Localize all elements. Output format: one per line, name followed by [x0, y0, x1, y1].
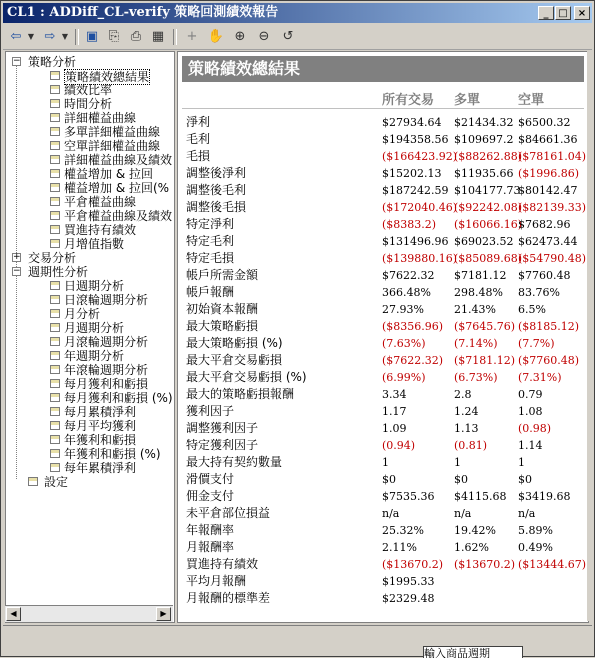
report-page-icon [50, 323, 60, 332]
value-short: ($7760.48) [518, 354, 580, 367]
value-short: n/a [518, 507, 536, 520]
metric-label: 年報酬率 [186, 523, 235, 537]
tree-item[interactable] [6, 419, 174, 433]
settings-report-icon [28, 477, 38, 486]
tree-item[interactable] [6, 405, 174, 419]
metric-label: 調整獲利因子 [186, 421, 259, 435]
tree-item[interactable] [6, 97, 174, 111]
tree-item-label: 績效比率 [64, 83, 113, 97]
value-long: 2.8 [454, 388, 472, 401]
report-title: 策略績效總結果 [182, 56, 584, 82]
report-row [178, 471, 588, 488]
tree-item[interactable] [6, 69, 174, 83]
value-all-trades: $15202.13 [382, 167, 442, 180]
report-page-icon [50, 183, 60, 192]
tree-item-label: 年滾輪週期分析 [64, 363, 149, 377]
window-title: CL1 : ADDiff_CL-verify 策略回測績效報告 [7, 5, 279, 20]
value-long: ($7181.12) [454, 354, 516, 367]
report-row [178, 522, 588, 539]
value-all-trades: $2329.48 [382, 592, 435, 605]
tree-item-label: 每年累積淨利 [64, 461, 137, 475]
report-page-icon [50, 99, 60, 108]
metric-label: 獲利因子 [186, 404, 235, 418]
tree-item[interactable] [6, 461, 174, 475]
report-row [178, 114, 588, 131]
value-short: 0.79 [518, 388, 543, 401]
collapse-icon[interactable]: − [13, 266, 21, 276]
value-short: 6.5% [518, 303, 546, 316]
crosshair-icon[interactable]: + [186, 29, 198, 44]
forward-icon[interactable]: ⇨ [44, 29, 56, 44]
report-row [178, 233, 588, 250]
report-page-icon [50, 211, 60, 220]
report-panel [177, 51, 589, 623]
back-dropdown-icon[interactable]: ▼ [27, 32, 35, 41]
tree-item-label: 多單詳細權益曲線 [64, 125, 161, 139]
value-long: $11935.66 [454, 167, 514, 180]
report-page-icon [50, 197, 60, 206]
tree-item[interactable] [6, 139, 174, 153]
value-short: $0 [518, 473, 532, 486]
tree-item-label: 詳細權益曲線 [64, 111, 137, 125]
value-long: 1.24 [454, 405, 479, 418]
value-short: (7.31%) [518, 371, 562, 384]
report-row [178, 131, 588, 148]
value-all-trades: ($166423.92) [382, 150, 458, 163]
metric-label: 調整後毛利 [186, 183, 247, 197]
tree-item[interactable] [6, 433, 174, 447]
report-row [178, 335, 588, 352]
column-header-all: 所有交易 [382, 93, 435, 108]
value-short: (0.98) [518, 422, 552, 435]
tree-item[interactable] [6, 167, 174, 181]
value-long: $7181.12 [454, 269, 507, 282]
title-bar[interactable] [3, 3, 592, 23]
report-row [178, 403, 588, 420]
value-long: 1.62% [454, 541, 489, 554]
tree-item[interactable] [6, 321, 174, 335]
value-all-trades: 3.34 [382, 388, 407, 401]
tree-item-label: 月分析 [64, 307, 101, 321]
tree-item-label: 日滾輪週期分析 [64, 293, 149, 307]
report-row [178, 590, 588, 607]
copy-icon[interactable]: ⎘ [108, 29, 120, 44]
maximize-button[interactable]: □ [555, 6, 571, 20]
tree-item-label: 每月獲利和虧損 [64, 377, 149, 391]
tree-item[interactable] [6, 237, 174, 251]
report-page-icon [50, 225, 60, 234]
metric-label: 月報酬率 [186, 540, 235, 554]
report-page-icon [50, 169, 60, 178]
tree-item-label: 日週期分析 [64, 279, 125, 293]
metric-label: 特定毛損 [186, 251, 235, 265]
report-row [178, 505, 588, 522]
value-short: $6500.32 [518, 116, 571, 129]
report-page-icon [50, 85, 60, 94]
metric-label: 滑價支付 [186, 472, 235, 486]
report-row [178, 165, 588, 182]
value-all-trades: (0.94) [382, 439, 416, 452]
value-all-trades: $187242.59 [382, 184, 449, 197]
report-row [178, 182, 588, 199]
tree-item[interactable] [6, 307, 174, 321]
value-long: 19.42% [454, 524, 496, 537]
value-all-trades: n/a [382, 507, 400, 520]
tree-item[interactable] [6, 251, 174, 265]
tree-item-label: 時間分析 [64, 97, 113, 111]
report-row [178, 454, 588, 471]
status-bar [3, 625, 592, 644]
report-row [178, 301, 588, 318]
scroll-left-icon[interactable]: ◀ [6, 607, 21, 621]
report-page-icon [50, 155, 60, 164]
report-row [178, 420, 588, 437]
report-row [178, 216, 588, 233]
metric-label: 最大策略虧損 (%) [186, 336, 283, 350]
tree-item-label: 月滾輪週期分析 [64, 335, 149, 349]
value-short: (7.7%) [518, 337, 555, 350]
tree-item[interactable] [6, 209, 174, 223]
value-all-trades: ($13670.2) [382, 558, 444, 571]
metric-label: 淨利 [186, 115, 211, 129]
metric-label: 最大持有契約數量 [186, 455, 283, 469]
value-long: $21434.32 [454, 116, 514, 129]
metric-label: 帳戶所需金額 [186, 268, 259, 282]
value-all-trades: $7535.36 [382, 490, 435, 503]
metric-label: 毛損 [186, 149, 211, 163]
value-long: 1.13 [454, 422, 479, 435]
value-short: $7760.48 [518, 269, 571, 282]
tree-item-label: 設定 [44, 475, 69, 489]
report-row [178, 437, 588, 454]
tree-item[interactable] [6, 363, 174, 377]
collapse-icon[interactable]: − [13, 56, 21, 66]
tree-item[interactable] [6, 377, 174, 391]
print-icon[interactable]: ⎙ [130, 29, 142, 44]
value-all-trades: $194358.56 [382, 133, 449, 146]
report-row [178, 267, 588, 284]
report-page-icon [50, 393, 60, 402]
value-long: n/a [454, 507, 472, 520]
value-long: 298.48% [454, 286, 503, 299]
value-all-trades: $0 [382, 473, 396, 486]
value-short: ($8185.12) [518, 320, 580, 333]
tree-horizontal-scrollbar[interactable] [5, 605, 173, 622]
report-page-icon [50, 309, 60, 318]
report-page-icon [50, 113, 60, 122]
report-page-icon [50, 351, 60, 360]
value-long: 1 [454, 456, 461, 469]
tree-item[interactable] [6, 349, 174, 363]
close-button[interactable]: × [574, 6, 590, 20]
value-long: $104177.73 [454, 184, 521, 197]
value-short: 1 [518, 456, 525, 469]
value-short: ($13444.67) [518, 558, 587, 571]
report-page-icon [50, 337, 60, 346]
value-all-trades: 25.32% [382, 524, 424, 537]
metric-label: 毛利 [186, 132, 211, 146]
zoom-in-icon[interactable]: ⊕ [234, 29, 246, 44]
tree-item-label: 每月累積淨利 [64, 405, 137, 419]
expand-icon[interactable]: + [13, 252, 21, 262]
column-header-short: 空單 [518, 93, 545, 108]
report-row [178, 386, 588, 403]
tree-item-label: 空單詳細權益曲線 [64, 139, 161, 153]
metric-label: 佣金支付 [186, 489, 235, 503]
metric-label: 最大平倉交易虧損 (%) [186, 370, 307, 384]
metric-label: 特定毛利 [186, 234, 235, 248]
report-page-icon [50, 141, 60, 150]
value-long: $109697.2 [454, 133, 514, 146]
tree-item[interactable] [6, 55, 174, 69]
tree-item-label: 平倉權益曲線及績效 [64, 209, 173, 223]
value-long: ($92242.08) [454, 201, 523, 214]
toolbar [3, 25, 592, 50]
toolbar-separator [173, 29, 177, 45]
value-long: (7.14%) [454, 337, 498, 350]
value-long: ($7645.76) [454, 320, 516, 333]
metric-label: 月報酬的標準差 [186, 591, 271, 605]
value-short: $3419.68 [518, 490, 571, 503]
value-all-trades: 2.11% [382, 541, 417, 554]
tree-item[interactable] [6, 447, 174, 461]
value-all-trades: 27.93% [382, 303, 424, 316]
report-row [178, 148, 588, 165]
report-row [178, 488, 588, 505]
metric-label: 最大平倉交易虧損 [186, 353, 283, 367]
symbol-period-combo-label: 輸入商品週期 [424, 647, 490, 658]
value-short: 1.14 [518, 439, 543, 452]
value-short: 5.89% [518, 524, 553, 537]
report-page-icon [50, 281, 60, 290]
value-short: 83.76% [518, 286, 560, 299]
tree-item-label: 詳細權益曲線及績效 [64, 153, 173, 167]
metric-label: 特定獲利因子 [186, 438, 259, 452]
value-all-trades: (7.63%) [382, 337, 426, 350]
value-short: 0.49% [518, 541, 553, 554]
value-short: ($1996.86) [518, 167, 580, 180]
value-all-trades: ($139880.16) [382, 252, 458, 265]
value-all-trades: ($8356.96) [382, 320, 444, 333]
tree-item[interactable] [6, 195, 174, 209]
value-long: $0 [454, 473, 468, 486]
value-short: ($54790.48) [518, 252, 587, 265]
column-header-long: 多單 [454, 93, 481, 108]
report-page-icon [50, 127, 60, 136]
tree-item[interactable] [6, 475, 174, 489]
navigation-tree[interactable] [5, 51, 175, 623]
report-page-icon [50, 449, 60, 458]
report-page-icon [50, 239, 60, 248]
value-all-trades: $1995.33 [382, 575, 435, 588]
hand-icon[interactable]: ✋ [207, 29, 225, 44]
value-long: 21.43% [454, 303, 496, 316]
tree-item-label: 平倉權益曲線 [64, 195, 137, 209]
tree-item[interactable] [6, 279, 174, 293]
report-row [178, 369, 588, 386]
metric-label: 帳戶報酬 [186, 285, 235, 299]
tree-item[interactable] [6, 153, 174, 167]
report-page-icon [50, 463, 60, 472]
table-icon[interactable]: ▦ [151, 29, 165, 44]
undo-icon[interactable]: ↺ [282, 29, 294, 44]
report-row [178, 556, 588, 573]
value-long: ($88262.88) [454, 150, 523, 163]
value-all-trades: 1.09 [382, 422, 407, 435]
tree-item-label: 每月獲利和虧損 (%) [64, 391, 173, 405]
toolbar-separator [75, 29, 79, 45]
tree-item-label: 策略分析 [28, 55, 77, 69]
tree-item-label: 年獲利和虧損 (%) [64, 447, 161, 461]
report-vertical-scrollbar[interactable] [587, 51, 594, 621]
tree-item[interactable] [6, 265, 174, 279]
save-icon[interactable]: ▣ [85, 29, 99, 44]
tree-item-label: 交易分析 [28, 251, 77, 265]
tree-item-label: 年週期分析 [64, 349, 125, 363]
value-short: 1.08 [518, 405, 543, 418]
tree-item-label: 月週期分析 [64, 321, 125, 335]
report-row [178, 573, 588, 590]
value-all-trades: ($8383.2) [382, 218, 437, 231]
report-row [178, 284, 588, 301]
value-all-trades: 366.48% [382, 286, 431, 299]
tree-item[interactable] [6, 335, 174, 349]
value-all-trades: ($172040.46) [382, 201, 458, 214]
value-long: (0.81) [454, 439, 488, 452]
value-all-trades: $7622.32 [382, 269, 435, 282]
tree-item[interactable] [6, 391, 174, 405]
report-row [178, 199, 588, 216]
tree-item-label: 月增值指數 [64, 237, 125, 251]
report-page-icon [50, 407, 60, 416]
value-short: $84661.36 [518, 133, 578, 146]
metric-label: 調整後毛損 [186, 200, 247, 214]
metric-label: 調整後淨利 [186, 166, 247, 180]
value-long: ($16066.16) [454, 218, 523, 231]
scroll-right-icon[interactable]: ▶ [156, 607, 171, 621]
report-row [178, 539, 588, 556]
tree-item[interactable] [6, 181, 174, 195]
report-row [178, 352, 588, 369]
bottom-toolbar [3, 645, 592, 658]
metric-label: 買進持有績效 [186, 557, 259, 571]
metric-label: 初始資本報酬 [186, 302, 259, 316]
metric-label: 特定淨利 [186, 217, 235, 231]
tree-item[interactable] [6, 223, 174, 237]
value-all-trades: $131496.96 [382, 235, 449, 248]
value-all-trades: 1 [382, 456, 389, 469]
report-row [178, 250, 588, 267]
tree-item-label: 權益增加 & 拉回(% [64, 181, 170, 195]
value-long: $4115.68 [454, 490, 507, 503]
zoom-out-icon[interactable]: ⊖ [258, 29, 270, 44]
value-short: ($82139.33) [518, 201, 587, 214]
value-short: $7682.96 [518, 218, 571, 231]
metric-label: 最大策略虧損 [186, 319, 259, 333]
value-all-trades: (6.99%) [382, 371, 426, 384]
value-long: ($13670.2) [454, 558, 516, 571]
tree-item-label: 權益增加 & 拉回 [64, 167, 153, 181]
tree-item-label: 週期性分析 [28, 265, 89, 279]
value-long: (6.73%) [454, 371, 498, 384]
report-row [178, 318, 588, 335]
minimize-button[interactable]: _ [538, 6, 554, 20]
metric-label: 平均月報酬 [186, 574, 247, 588]
tree-item[interactable] [6, 125, 174, 139]
report-page-icon [50, 295, 60, 304]
value-long: ($85089.68) [454, 252, 523, 265]
report-page-icon [50, 421, 60, 430]
forward-dropdown-icon[interactable]: ▼ [61, 32, 69, 41]
tree-item-label-selected: 策略績效總結果 [65, 70, 150, 84]
metric-label: 最大的策略虧損報酬 [186, 387, 295, 401]
header-divider [182, 108, 584, 109]
tree-item-label: 年獲利和虧損 [64, 433, 137, 447]
value-all-trades: $27934.64 [382, 116, 442, 129]
report-page-icon [50, 435, 60, 444]
value-all-trades: 1.17 [382, 405, 407, 418]
metric-label: 未平倉部位損益 [186, 506, 271, 520]
value-long: $69023.52 [454, 235, 514, 248]
tree-item[interactable] [6, 83, 174, 97]
tree-item-label: 買進持有績效 [64, 223, 137, 237]
tree-item[interactable] [6, 293, 174, 307]
value-short: $62473.44 [518, 235, 578, 248]
value-all-trades: ($7622.32) [382, 354, 444, 367]
report-page-icon [50, 71, 60, 80]
tree-item-label: 每月平均獲利 [64, 419, 137, 433]
report-page-icon [50, 379, 60, 388]
back-icon[interactable]: ⇦ [10, 29, 22, 44]
tree-item[interactable] [6, 111, 174, 125]
symbol-period-combo[interactable] [423, 646, 523, 658]
report-page-icon [50, 365, 60, 374]
value-short: ($78161.04) [518, 150, 587, 163]
value-short: $80142.47 [518, 184, 578, 197]
